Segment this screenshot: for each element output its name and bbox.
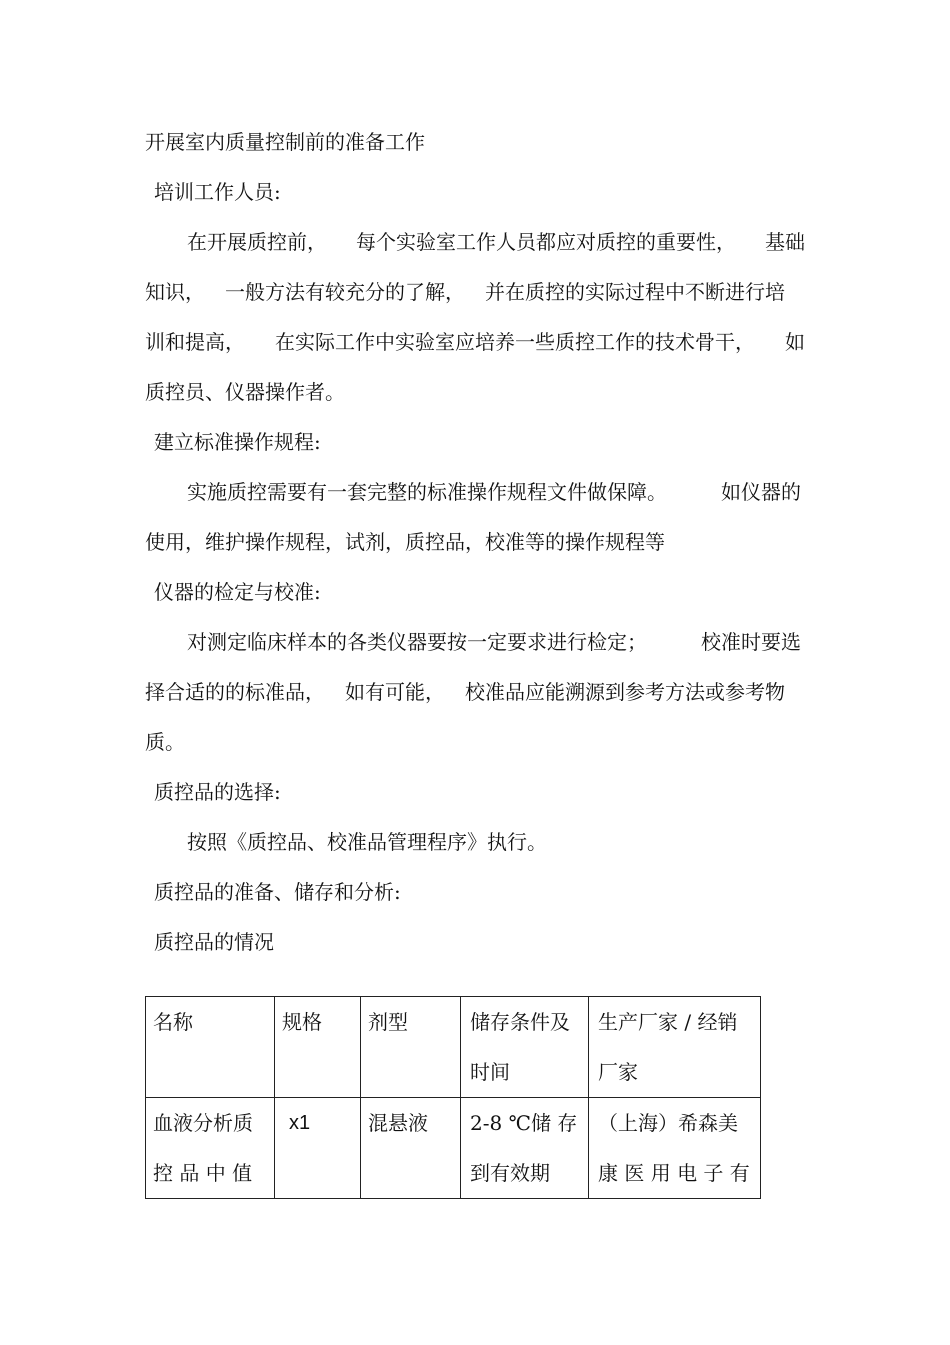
section-subheading: 质控品的情况 [154, 930, 274, 954]
text-fragment: 如 [785, 330, 805, 354]
table-cell: 混悬液 [361, 1098, 461, 1199]
table-cell: 血液分析质 控 品 中 值 [146, 1098, 275, 1199]
text-fragment: 并在质控的实际过程中不断进行培 [485, 280, 785, 304]
paragraph-line [145, 680, 785, 704]
paragraph-line [187, 480, 801, 504]
text-fragment: 校准品应能溯源到参考方法或参考物 [465, 680, 785, 704]
paragraph-line: 质。 [145, 730, 185, 754]
paragraph-line: 使用，维护操作规程，试剂，质控品，校准等的操作规程等 [145, 530, 665, 554]
section-heading-selection: 质控品的选择: [154, 780, 281, 804]
text-fragment: 如仪器的 [721, 480, 801, 504]
section-heading-calibration: 仪器的检定与校准: [154, 580, 321, 604]
table-header-cell: 名称 [146, 997, 275, 1098]
document-title: 开展室内质量控制前的准备工作 [145, 130, 425, 154]
table-header-row [146, 997, 761, 1098]
table-header-cell: 剂型 [361, 997, 461, 1098]
table-header-cell: 储存条件及 时间 [461, 997, 589, 1098]
table-row [146, 1098, 761, 1199]
table-header-cell: 规格 [275, 997, 361, 1098]
text-fragment: 在实际工作中实验室应培养一些质控工作的技术骨干， [275, 330, 755, 354]
paragraph-line: 按照《质控品、校准品管理程序》执行。 [187, 830, 547, 854]
text-fragment: 择合适的的标准品， [145, 680, 325, 704]
section-heading-training: 培训工作人员: [154, 180, 281, 204]
text-fragment: 知识， [145, 280, 205, 304]
section-heading-sop: 建立标准操作规程: [154, 430, 321, 454]
paragraph-line [187, 630, 801, 654]
table-cell: x1 [275, 1098, 361, 1199]
text-fragment: 在开展质控前， [187, 230, 327, 254]
table-cell: 2-8 ℃储 存 到有效期 [461, 1098, 589, 1199]
text-fragment: 基础 [765, 230, 805, 254]
text-fragment: 校准时要选 [701, 630, 801, 654]
text-fragment: 实施质控需要有一套完整的标准操作规程文件做保障。 [187, 480, 667, 504]
text-fragment: 一般方法有较充分的了解， [225, 280, 465, 304]
text-fragment: 训和提高， [145, 330, 245, 354]
paragraph-line [187, 230, 805, 254]
table-cell: （上海）希森美 康 医 用 电 子 有 [589, 1098, 761, 1199]
paragraph-line [145, 280, 785, 304]
table-header-cell: 生产厂家 / 经销 厂家 [589, 997, 761, 1098]
qc-materials-table [145, 996, 761, 1199]
text-fragment: 如有可能， [345, 680, 445, 704]
text-fragment: 每个实验室工作人员都应对质控的重要性， [356, 230, 736, 254]
paragraph-line [145, 330, 805, 354]
section-heading-prep: 质控品的准备、储存和分析: [154, 880, 401, 904]
text-fragment: 对测定临床样本的各类仪器要按一定要求进行检定； [187, 630, 647, 654]
paragraph-line: 质控员、仪器操作者。 [145, 380, 345, 404]
